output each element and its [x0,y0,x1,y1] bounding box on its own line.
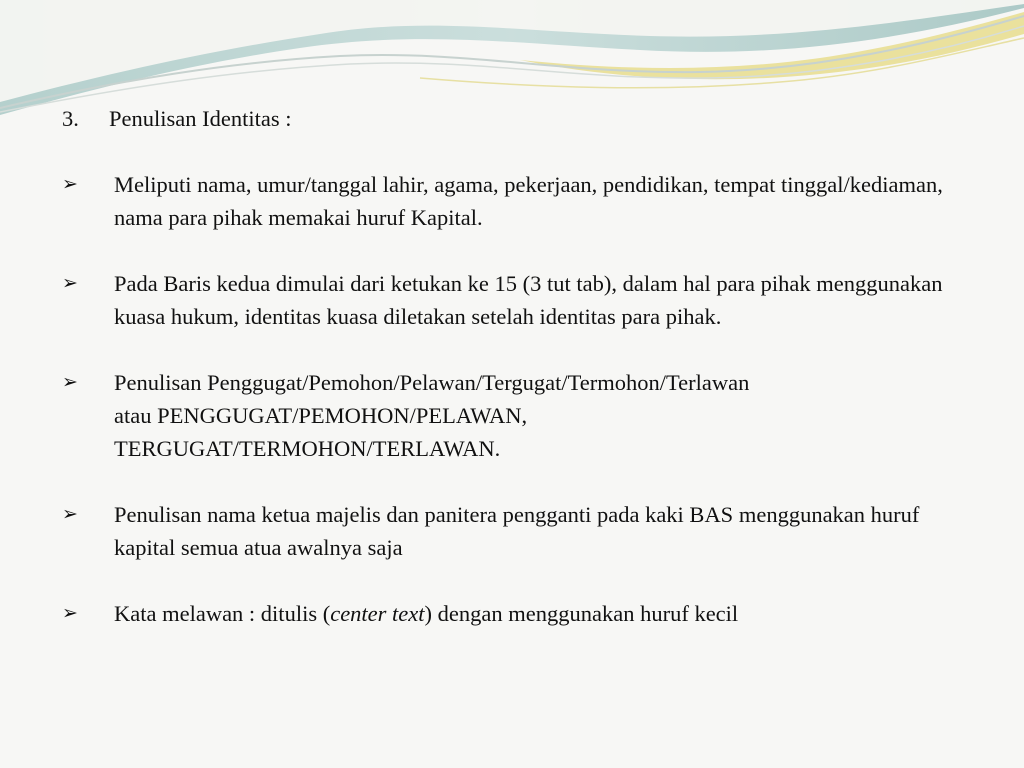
bullet-text-after: ) dengan menggunakan huruf kecil [424,601,739,626]
bullet-item-judge-names [62,498,962,564]
bullet-item-party-names [62,366,962,465]
arrow-bullet-icon: ➢ [62,272,78,294]
bullet-text-line: Penulisan Penggugat/Pemohon/Pelawan/Tergugat/Termohon/Terlawan [114,370,750,395]
bullet-text-italic: center text [330,601,425,626]
bullet-item-melawan [62,597,962,630]
slide-content [62,102,962,630]
bullet-text-before: Kata melawan : ditulis ( [114,601,331,626]
section-title: Penulisan Identitas : [109,106,292,131]
bullet-text: Penulisan nama ketua majelis dan panitera pengganti pada kaki BAS menggunakan huruf kapital semua atua awalnya saja [114,502,920,560]
bullet-text: Meliputi nama, umur/tanggal lahir, agama, pekerjaan, pendidikan, tempat tinggal/kediaman, nama para pihak memakai huruf Kapital. [114,172,943,230]
arrow-bullet-icon: ➢ [62,602,78,624]
bullet-text: Pada Baris kedua dimulai dari ketukan ke 15 (3 tut tab), dalam hal para pihak menggunakan kuasa hukum, identitas kuasa diletakan setelah identitas para pihak. [114,271,943,329]
arrow-bullet-icon: ➢ [62,371,78,393]
arrow-bullet-icon: ➢ [62,173,78,195]
bullet-text-line: TERGUGAT/TERMOHON/TERLAWAN. [114,436,501,461]
bullet-item-second-line [62,267,962,333]
section-heading [62,102,962,135]
bullet-text [114,366,962,465]
bullet-item-identity-fields [62,168,962,234]
bullet-text [114,597,962,630]
arrow-bullet-icon: ➢ [62,503,78,525]
bullet-text-line: atau PENGGUGAT/PEMOHON/PELAWAN, [114,403,528,428]
section-number: 3. [62,106,79,131]
